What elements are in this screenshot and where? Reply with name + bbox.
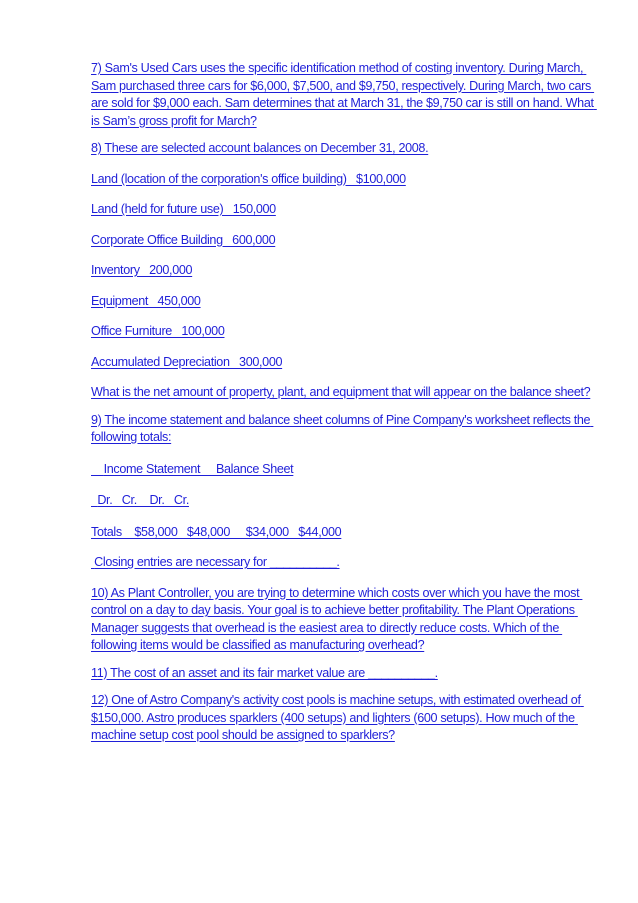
- account-land-future-link[interactable]: Land (held for future use) 150,000: [91, 202, 276, 216]
- question-10-link[interactable]: 10) As Plant Controller, you are trying to determine which costs over which you have the most control on a day to day basis. Your goal is to achieve better profitability. The Plant Operations Manager suggests that overhead is the easiest area to directly reduce costs. Which of the following items would be classified as manufacturing overhead?: [91, 585, 583, 652]
- worksheet-header-link[interactable]: Income Statement Balance Sheet: [91, 461, 294, 476]
- question-9-link[interactable]: 9) The income statement and balance sheet columns of Pine Company's worksheet reflects the following totals:: [91, 412, 594, 444]
- question-8-prompt-link[interactable]: What is the net amount of property, plant, and equipment that will appear on the balance sheet?: [91, 385, 591, 399]
- worksheet-subheader-link[interactable]: Dr. Cr. Dr. Cr.: [91, 493, 189, 507]
- question-10: [91, 585, 601, 655]
- account-balance-line: [91, 232, 601, 250]
- account-office-building-link[interactable]: Corporate Office Building 600,000: [91, 232, 276, 247]
- account-equipment-link[interactable]: Equipment 450,000: [91, 293, 201, 308]
- question-11-link[interactable]: 11) The cost of an asset and its fair market value are __________.: [91, 665, 438, 680]
- question-12: [91, 692, 601, 745]
- account-balance-line: [91, 262, 601, 280]
- account-inventory-link[interactable]: Inventory 200,000: [91, 263, 193, 277]
- question-12-link[interactable]: 12) One of Astro Company's activity cost pools is machine setups, with estimated overhead of $150,000. Astro produces sparklers (400 setups) and lighters (600 setups). How much of the machine setup cost pool should be assigned to sparklers?: [91, 693, 584, 742]
- question-11: [91, 665, 601, 683]
- account-office-furniture-link[interactable]: Office Furniture 100,000: [91, 324, 225, 338]
- account-accumulated-depreciation-link[interactable]: Accumulated Depreciation 300,000: [91, 354, 283, 369]
- question-9-prompt-link[interactable]: Closing entries are necessary for __________.: [91, 555, 340, 569]
- question-9-prompt: [91, 554, 601, 572]
- account-balance-line: [91, 201, 601, 219]
- worksheet-totals-link[interactable]: Totals $58,000 $48,000 $34,000 $44,000: [91, 524, 342, 539]
- account-balance-line: [91, 171, 601, 189]
- question-8-link[interactable]: 8) These are selected account balances on December 31, 2008.: [91, 141, 429, 155]
- question-8-prompt: [91, 384, 601, 402]
- worksheet-header-row: [91, 461, 601, 479]
- account-balance-line: [91, 354, 601, 372]
- question-9: [91, 412, 601, 447]
- question-7-link[interactable]: 7) Sam's Used Cars uses the specific identification method of costing inventory. During March, Sam purchased three cars for $6,000, $7,500, and $9,750, respectively. During March, two cars are sold for $9,000 each. Sam determines that at March 31, the $9,750 car is still on hand. What is Sam’s gross profit for March?: [91, 61, 597, 128]
- worksheet-totals-row: [91, 524, 601, 542]
- account-balance-line: [91, 293, 601, 311]
- question-8: [91, 140, 601, 158]
- account-balance-line: [91, 323, 601, 341]
- worksheet-subheader-row: [91, 492, 601, 510]
- document-page: [91, 60, 601, 755]
- question-7: [91, 60, 601, 130]
- account-land-office-link[interactable]: Land (location of the corporation's office building) $100,000: [91, 171, 406, 186]
